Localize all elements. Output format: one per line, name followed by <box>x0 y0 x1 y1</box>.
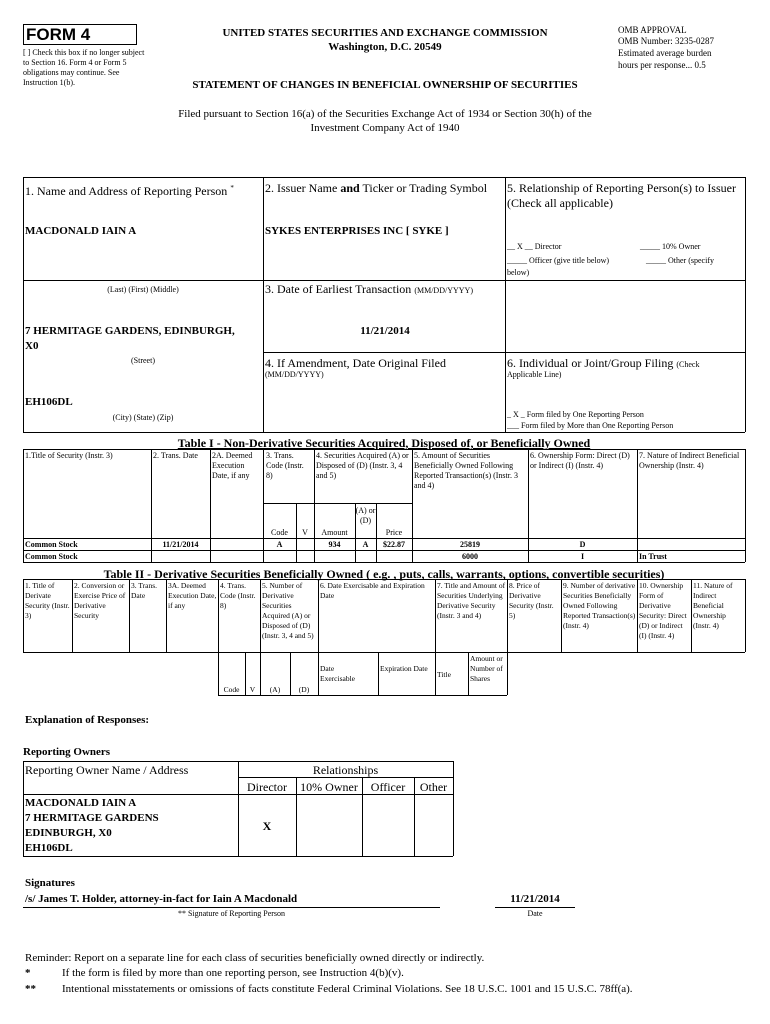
box2-label-post: Ticker or Trading Symbol <box>359 181 488 195</box>
t2-sub-amount: Amount or Number of Shares <box>470 654 503 683</box>
table1-title: Table I - Non-Derivative Securities Acquired, Disposed of, or Beneficially Owned <box>177 436 591 450</box>
earliest-transaction-date: 11/21/2014 <box>360 325 410 337</box>
box5-sub: (Check all applicable) <box>507 196 613 210</box>
city-parts-label: (City) (State) (Zip) <box>112 413 174 422</box>
filed-by-more: ___ Form filed by More than One Reporting Person <box>507 421 674 430</box>
date-label: Date <box>527 909 543 918</box>
street-line1: 7 HERMITAGE GARDENS, EDINBURGH, <box>25 325 235 337</box>
other-check: _____ Other (specify <box>646 256 714 265</box>
t1-header-deemed: 2A. Deemed Execution Date, if any <box>212 451 253 480</box>
t1-row1-date: 11/21/2014 <box>162 540 199 549</box>
t1-row2-form: I <box>580 552 585 561</box>
t1-sub-code: Code <box>271 528 288 537</box>
footnote-star-1: * <box>25 967 31 979</box>
omb-approval: OMB APPROVAL <box>618 25 687 35</box>
t2-header-conversion: 2. Conversion or Exercise Price of Derivative Security <box>74 581 126 620</box>
signature-date: 11/21/2014 <box>510 893 560 905</box>
t1-row1-amount: 934 <box>328 540 341 549</box>
box1-label <box>25 181 234 198</box>
t1-row2-nature: In Trust <box>639 552 667 561</box>
agency-address: Washington, D.C. 20549 <box>328 41 442 53</box>
t1-sub-price: Price <box>385 528 403 537</box>
t2-header-code: 4. Trans. Code (Instr. 8) <box>220 581 256 610</box>
t2-sub-date-exercisable: Date Exercisable <box>320 664 355 683</box>
t1-row1-aord: A <box>362 540 369 549</box>
t1-sub-aord: (A) or (D) <box>355 506 376 525</box>
t2-header-underlying: 7. Title and Amount of Securities Underlying Derivative Security (Instr. 3 and 4) <box>437 581 506 620</box>
t1-row1-form: D <box>579 540 586 549</box>
t1-header-code: 3. Trans. Code (Instr. 8) <box>266 451 304 480</box>
signatures-heading: Signatures <box>25 877 75 889</box>
omb-burden: Estimated average burden <box>618 48 712 58</box>
form-title: FORM 4 <box>26 25 91 44</box>
owners-col-director: Director <box>247 780 287 794</box>
t1-row1-owned: 25819 <box>460 540 480 549</box>
reporting-person-name: MACDONALD IAIN A <box>25 225 137 237</box>
t2-header-number-owned: 9. Number of derivative Securities Beneficially Owned Following Reported Transaction(s) (Instr. 4) <box>563 581 636 630</box>
t1-sub-v: V <box>302 528 308 537</box>
owners-col-officer: Officer <box>370 780 406 794</box>
street-line2: X0 <box>25 340 39 352</box>
signer-name: /s/ James T. Holder, attorney-in-fact for Iain A Macdonald <box>25 893 298 905</box>
filed-pursuant-line2: Investment Company Act of 1940 <box>310 122 460 134</box>
table2-title: Table II - Derivative Securities Beneficially Owned ( e.g. , puts, calls, warrants, options, convertible securities) <box>103 567 665 581</box>
filed-by-one: _ X _ Form filed by One Reporting Person <box>507 410 644 419</box>
t2-sub-a: (A) <box>269 685 281 694</box>
footnote-2: Intentional misstatements or omissions of facts constitute Federal Criminal Violations. See 18 U.S.C. 1001 and 15 U.S.C. 78ff(a). <box>62 983 633 995</box>
owner-address-line1: MACDONALD IAIN A <box>25 797 137 809</box>
explanation-heading: Explanation of Responses: <box>25 714 150 726</box>
t1-header-acquired: 4. Securities Acquired (A) or Disposed of (D) (Instr. 3, 4 and 5) <box>316 451 409 480</box>
director-check: __ X __ Director <box>507 242 562 251</box>
owner-address-line3: EDINBURGH, X0 <box>25 827 112 839</box>
footnote-1: If the form is filed by more than one reporting person, see Instruction 4(b)(v). <box>62 967 404 979</box>
t2-header-number: 5. Number of Derivative Securities Acquired (A) or Disposed of (D) (Instr. 3, 4 and 5) <box>262 581 314 640</box>
t2-header-ownership-form: 10. Ownership Form of Derivative Security: Direct (D) or Indirect (I) (Instr. 4) <box>639 581 687 640</box>
t1-sub-amount: Amount <box>321 528 348 537</box>
signature-label: ** Signature of Reporting Person <box>177 909 286 918</box>
t1-header-owned: 5. Amount of Securities Beneficially Owned Following Reported Transaction(s) (Instr. 3 and 4) <box>414 451 518 490</box>
t2-sub-title: Title <box>437 670 451 679</box>
owner-address-line4: EH106DL <box>25 842 73 854</box>
t2-header-deemed: 3A. Deemed Execution Date, if any <box>168 581 217 610</box>
owner-address-line2: 7 HERMITAGE GARDENS <box>25 812 159 824</box>
box4-label-format: (MM/DD/YYYY) <box>265 370 324 379</box>
owner-director-mark: X <box>262 819 272 833</box>
box6-label-applicable: Applicable Line) <box>507 370 562 379</box>
t2-header-title: 1. Title of Derivate Security (Instr. 3) <box>25 581 70 620</box>
t2-sub-expiration: Expiration Date <box>380 664 428 673</box>
owners-col-other: Other <box>419 780 448 794</box>
name-parts-label: (Last) (First) (Middle) <box>107 285 179 294</box>
t1-header-nature: 7. Nature of Indirect Beneficial Ownership (Instr. 4) <box>639 451 740 470</box>
footnote-star-2: ** <box>25 983 36 995</box>
issuer-name: SYKES ENTERPRISES INC [ SYKE ] <box>265 225 449 237</box>
t2-header-nature: 11. Nature of Indirect Beneficial Ownership (Instr. 4) <box>693 581 733 630</box>
agency-name: UNITED STATES SECURITIES AND EXCHANGE COMMISSION <box>222 27 548 39</box>
owners-col-name: Reporting Owner Name / Address <box>25 763 189 777</box>
box2-label-pre: 2. Issuer Name <box>265 181 341 195</box>
t2-sub-d: (D) <box>298 685 310 694</box>
owners-col-ten-pct: 10% Owner <box>300 780 358 794</box>
filed-pursuant-line1: Filed pursuant to Section 16(a) of the Securities Exchange Act of 1934 or Section 30(h) of the <box>178 108 592 120</box>
owners-col-relationships: Relationships <box>312 763 379 777</box>
t1-header-form: 6. Ownership Form: Direct (D) or Indirect (I) (Instr. 4) <box>530 451 630 470</box>
box5-label: 5. Relationship of Reporting Person(s) to Issuer <box>507 181 736 195</box>
t1-row1-title: Common Stock <box>25 540 78 549</box>
box2-label <box>265 181 487 195</box>
box3-label-format: (MM/DD/YYYY) <box>414 286 473 295</box>
box6-label-check: (Check <box>676 360 700 369</box>
ten-pct-owner-check: _____ 10% Owner <box>640 242 701 251</box>
officer-check: _____ Officer (give title below) <box>507 256 610 265</box>
t1-row2-owned: 6000 <box>462 552 478 561</box>
below-label: below) <box>507 268 530 277</box>
t1-header-trans-date: 2. Trans. Date <box>153 451 198 460</box>
t1-row1-code: A <box>276 540 283 549</box>
t2-header-exercisable: 6. Date Exercisable and Expiration Date <box>320 581 425 600</box>
reporting-owners-heading: Reporting Owners <box>23 746 111 758</box>
box3-label-text: 3. Date of Earliest Transaction <box>265 282 412 296</box>
t2-sub-code: Code <box>223 685 240 694</box>
omb-hours: hours per response... 0.5 <box>618 60 706 70</box>
t2-header-price: 8. Price of Derivative Security (Instr. 5) <box>509 581 554 620</box>
t1-row2-title: Common Stock <box>25 552 78 561</box>
t1-header-title: 1.Title of Security (Instr. 3) <box>25 451 113 460</box>
box4-label: 4. If Amendment, Date Original Filed <box>265 356 446 370</box>
box1-star: * <box>230 184 234 192</box>
omb-number: OMB Number: 3235-0287 <box>618 36 714 46</box>
reminder-text: Reminder: Report on a separate line for each class of securities beneficially owned directly or indirectly. <box>25 952 485 964</box>
t2-header-trans-date: 3. Trans. Date <box>131 581 158 600</box>
street-label: (Street) <box>131 356 155 365</box>
t2-sub-v: V <box>249 685 256 694</box>
city-value: EH106DL <box>25 396 73 408</box>
check-box-text: [ ] Check this box if no longer subject to Section 16. Form 4 or Form 5 obligations may continue. See Instruction 1(b). <box>23 48 145 87</box>
box3-label <box>265 282 473 296</box>
box1-label-text: 1. Name and Address of Reporting Person <box>25 184 228 198</box>
box6-label <box>507 356 699 370</box>
t1-row1-price: $22.87 <box>383 540 405 549</box>
statement-title: STATEMENT OF CHANGES IN BENEFICIAL OWNERSHIP OF SECURITIES <box>192 79 578 91</box>
box2-label-and: and <box>340 181 360 195</box>
box6-label-text: 6. Individual or Joint/Group Filing <box>507 356 674 370</box>
